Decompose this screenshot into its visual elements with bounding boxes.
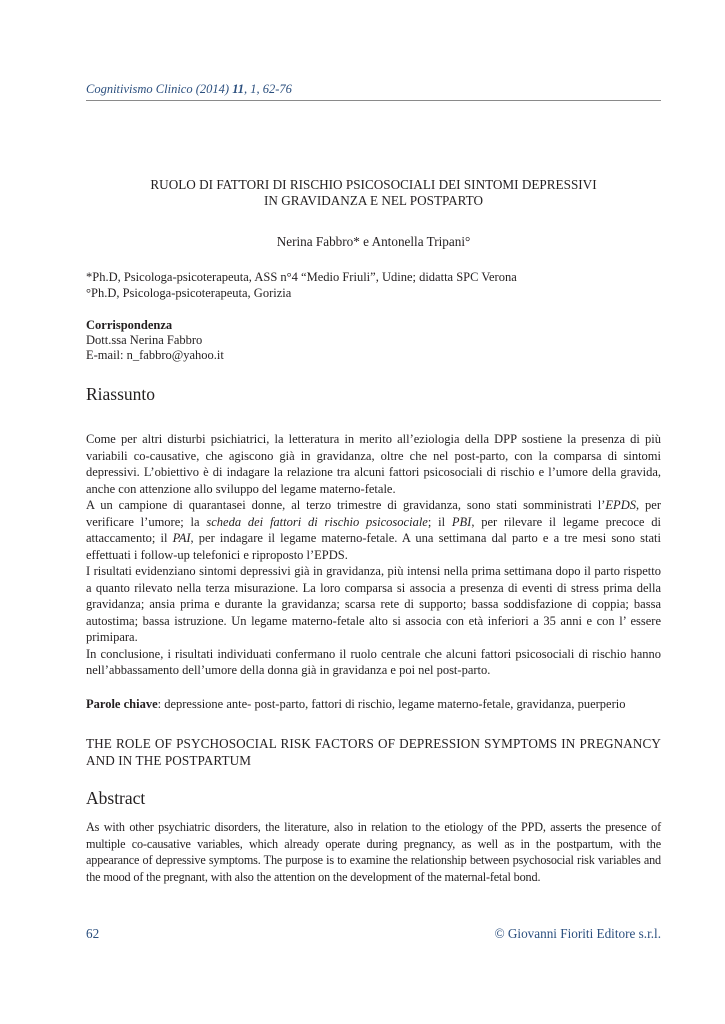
abstract-paragraph-1: As with other psychiatric disorders, the literature, also in relation to the etiology of the PPD, asserts the presence of multiple co-causative variables, which already operate during pregnancy, as well as in the postpartum, with the appearance of depressive symptoms. The purpose is to examine the relationship between psychosocial risk variables and the mood of the pregnant, with also the attention on the development of the maternal-fetal bond. bbox=[86, 820, 661, 884]
affiliation-2: °Ph.D, Psicologa-psicoterapeuta, Gorizia bbox=[86, 286, 292, 300]
p2-text-5: , per indagare il legame materno-fetale. A una settimana dal parto e a tre mesi sono stati effettuati i follow-up telefonici e riproposto l’EPDS. bbox=[86, 531, 662, 562]
keywords-text: : depressione ante- post-parto, fattori di rischio, legame materno-fetale, gravidanza, puerperio bbox=[157, 697, 626, 711]
riassunto-paragraph-3: I risultati evidenziano sintomi depressivi già in gravidanza, più intensi nella prima settimana dopo il parto rispetto a quanto rilevato nella terza misurazione. La loro comparsa si associa a presenza di eventi di stress prima della gravidanza; ansia prima e durante la gravidanza; scarsa rete di supporto; bassa soddisfazione di coppia; bassa autostima; bassa istruzione. Un legame materno-fetale alto si associa con età inferiori a 35 anni e con l’ essere primipara. bbox=[86, 564, 661, 644]
authors: Nerina Fabbro* e Antonella Tripani° bbox=[276, 234, 471, 249]
p2-text-3: ; il bbox=[427, 514, 452, 529]
publisher-credit: © Giovanni Fioriti Editore s.r.l. bbox=[494, 926, 661, 941]
riassunto-body bbox=[86, 431, 661, 679]
journal-name: Cognitivismo Clinico (2014) bbox=[86, 82, 230, 96]
riassunto-heading: Riassunto bbox=[86, 384, 156, 404]
p2-italic-pbi: PBI bbox=[451, 514, 472, 529]
riassunto-paragraph-1: Come per altri disturbi psichiatrici, la letteratura in merito all’eziologia della DPP sostiene la presenza di più variabili co-causative, che agiscono già in gravidanza, oltre che nel post-parto, con la comparsa di sintomi depressivi. L’obiettivo è di indagare la relazione tra alcuni fattori psicosociali di rischio e l’umore della gravida, anche con attenzione allo sviluppo del legame materno-fetale. bbox=[86, 432, 661, 496]
correspondence-heading: Corrispondenza bbox=[86, 318, 173, 332]
correspondence-name: Dott.ssa Nerina Fabbro bbox=[86, 333, 203, 347]
p2-italic-epds: EPDS bbox=[605, 498, 636, 512]
p2-text-4: , per rilevare il legame precoce di attaccamento; il bbox=[86, 514, 661, 545]
p2-italic-pai: PAI bbox=[172, 531, 191, 545]
page-number: 62 bbox=[86, 926, 100, 941]
article-title-italian bbox=[86, 177, 661, 209]
correspondence-email: E-mail: n_fabbro@yahoo.it bbox=[86, 348, 224, 362]
riassunto-paragraph-2 bbox=[86, 497, 661, 563]
title-it-line-1: RUOLO DI FATTORI DI RISCHIO PSICOSOCIALI DEI SINTOMI DEPRESSIVI bbox=[150, 177, 597, 192]
riassunto-paragraph-4: In conclusione, i risultati individuati confermano il ruolo centrale che alcuni fattori psicosociali di rischio hanno nell’abbassamento dell’umore della donna già in gravidanza e poi nel post-parto. bbox=[86, 646, 661, 677]
abstract-body bbox=[86, 819, 661, 885]
article-title-english: THE ROLE OF PSYCHOSOCIAL RISK FACTORS OF DEPRESSION SYMPTOMS IN PREGNANCY AND IN THE POSTPARTUM bbox=[86, 736, 661, 768]
p2-text-1: A un campione di quarantasei donne, al terzo trimestre di gravidanza, sono stati somministrati l’ bbox=[86, 498, 606, 512]
affiliation-1: *Ph.D, Psicologa-psicoterapeuta, ASS n°4 “Medio Friuli”, Udine; didatta SPC Verona bbox=[86, 270, 517, 284]
p2-text-2: , per verificare l’umore; la bbox=[86, 498, 661, 529]
journal-volume: 11 bbox=[232, 82, 244, 96]
keywords bbox=[86, 697, 661, 712]
journal-issue-pages: , 1, 62-76 bbox=[244, 82, 292, 96]
running-header bbox=[86, 82, 661, 101]
title-it-line-2: IN GRAVIDANZA E NEL POSTPARTO bbox=[263, 193, 484, 208]
abstract-heading: Abstract bbox=[86, 788, 146, 808]
p2-italic-scheda: scheda dei fattori di rischio psicosociale bbox=[206, 514, 428, 529]
keywords-label: Parole chiave bbox=[86, 697, 158, 711]
